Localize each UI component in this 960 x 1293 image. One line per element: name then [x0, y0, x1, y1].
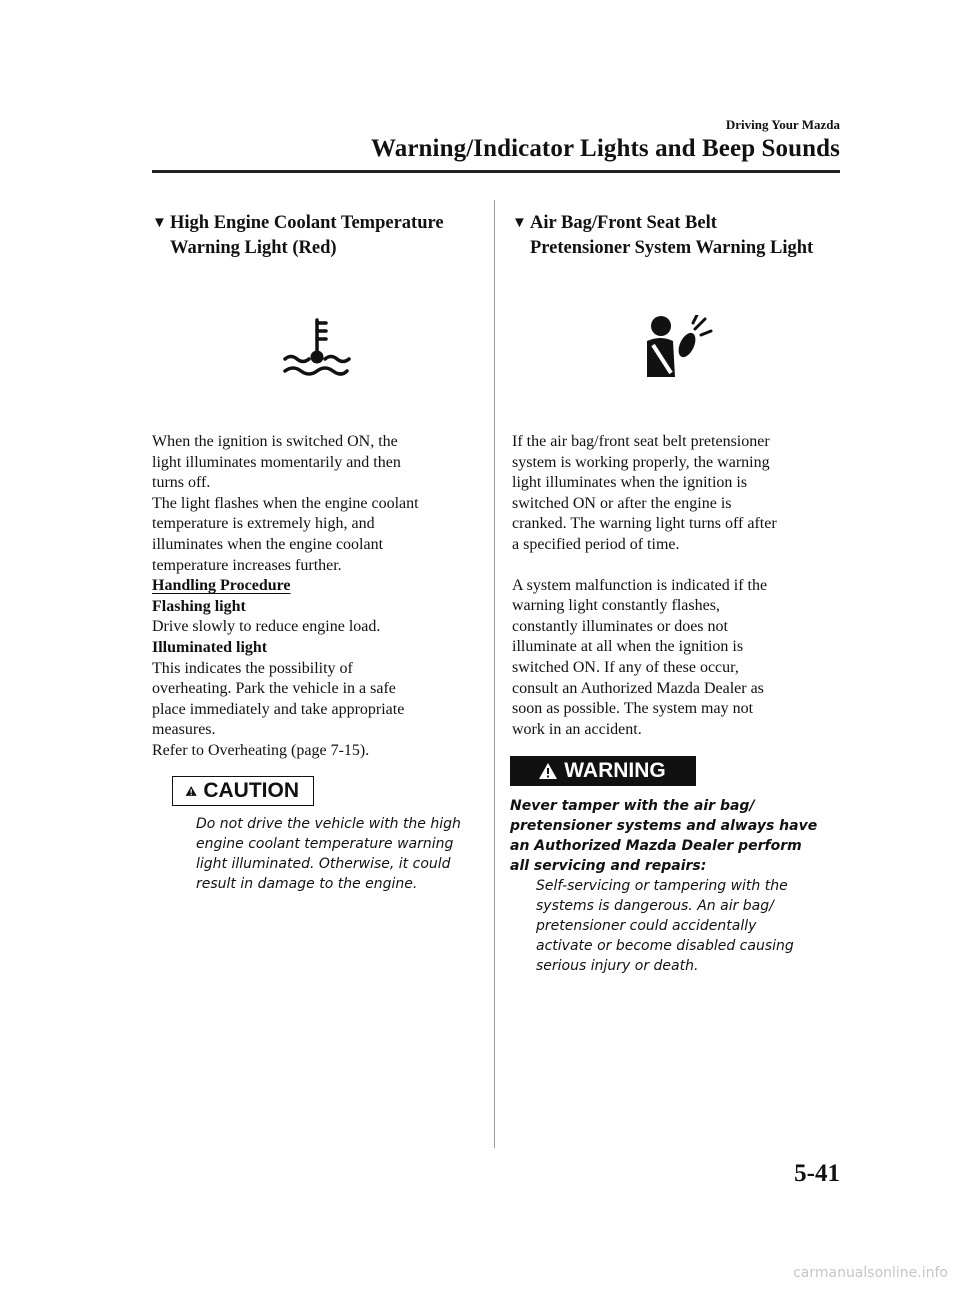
text-line: constantly illuminates or does not — [512, 617, 728, 635]
text-line: place immediately and take appropriate — [152, 700, 405, 718]
text-line: This indicates the possibility of — [152, 659, 353, 677]
caution-badge — [172, 776, 314, 806]
text-line: work in an accident. — [512, 720, 642, 738]
column-divider — [494, 200, 495, 1148]
page-title: Warning/Indicator Lights and Beep Sounds — [371, 135, 840, 162]
triangle-bullet-icon: ▼ — [152, 215, 167, 231]
coolant-body — [152, 432, 478, 762]
text-line: Never tamper with the air bag/ — [510, 798, 755, 815]
flashing-light-heading: Flashing light — [152, 597, 246, 615]
text-line: soon as possible. The system may not — [512, 700, 754, 718]
illuminated-light-heading: Illuminated light — [152, 638, 268, 656]
airbag-heading — [512, 211, 838, 261]
text-line: consult an Authorized Mazda Dealer as — [512, 679, 764, 697]
caution-label: CAUTION — [203, 778, 299, 802]
airbag-body — [512, 432, 838, 740]
text-line: Refer to Overheating (page 7-15). — [152, 741, 370, 759]
coolant-heading-line2: Warning Light (Red) — [170, 238, 337, 258]
text-line: illuminates when the engine coolant — [152, 535, 384, 553]
text-line: temperature increases further. — [152, 556, 342, 574]
text-line: Do not drive the vehicle with the high — [196, 815, 461, 832]
section-label: Driving Your Mazda — [725, 117, 840, 132]
text-line: switched ON or after the engine is — [512, 494, 732, 512]
text-line: light illuminated. Otherwise, it could — [196, 855, 451, 872]
text-line: pretensioner systems and always have — [510, 818, 818, 835]
airbag-icon-area — [512, 261, 838, 432]
text-line: Self-servicing or tampering with the — [536, 878, 788, 895]
text-line: measures. — [152, 721, 216, 739]
text-line: temperature is extremely high, and — [152, 515, 375, 533]
text-line: light illuminates when the ignition is — [512, 474, 748, 492]
coolant-section — [152, 211, 478, 894]
text-line: a specified period of time. — [512, 535, 680, 553]
text-line: When the ignition is switched ON, the — [152, 433, 398, 450]
airbag-heading-line1: Air Bag/Front Seat Belt — [530, 213, 717, 233]
warning-text — [510, 796, 838, 976]
text-line: system is working properly, the warning — [512, 453, 770, 471]
page-number: 5-41 — [794, 1160, 840, 1187]
airbag-icon — [637, 315, 713, 379]
text-line: systems is dangerous. An air bag/ — [536, 898, 774, 915]
text-line: The light flashes when the engine coolant — [152, 494, 419, 512]
text-line: cranked. The warning light turns off after — [512, 515, 777, 533]
warning-label: WARNING — [564, 759, 666, 783]
airbag-heading-line2: Pretensioner System Warning Light — [530, 238, 814, 258]
text-line: activate or become disabled causing — [536, 938, 794, 955]
text-line: overheating. Park the vehicle in a safe — [152, 680, 396, 698]
caution-text — [196, 814, 478, 894]
text-line: an Authorized Mazda Dealer perform — [510, 838, 802, 855]
text-line: all servicing and repairs: — [510, 858, 707, 875]
text-line: turns off. — [152, 474, 211, 492]
airbag-section — [512, 211, 838, 976]
warning-triangle-icon — [538, 762, 558, 780]
header-rule — [152, 170, 840, 173]
warning-box — [510, 756, 838, 976]
warning-badge — [510, 756, 696, 786]
caution-box — [172, 776, 478, 894]
text-line: If the air bag/front seat belt pretensioner — [512, 433, 770, 450]
coolant-icon-area — [152, 261, 478, 432]
text-line: illuminate at all when the ignition is — [512, 638, 744, 656]
coolant-heading-line1: High Engine Coolant Temperature — [170, 213, 444, 233]
text-line: light illuminates momentarily and then — [152, 453, 401, 471]
text-line: pretensioner could accidentally — [536, 918, 757, 935]
text-line: result in damage to the engine. — [196, 875, 418, 892]
text-line: warning light constantly flashes, — [512, 597, 720, 615]
coolant-heading — [152, 211, 478, 261]
flashing-light-text: Drive slowly to reduce engine load. — [152, 618, 381, 636]
coolant-temperature-icon — [279, 317, 351, 377]
handling-procedure-heading: Handling Procedure — [152, 577, 291, 595]
triangle-bullet-icon: ▼ — [512, 215, 527, 231]
caution-triangle-icon — [185, 782, 197, 800]
text-line: serious injury or death. — [536, 958, 699, 975]
text-line: switched ON. If any of these occur, — [512, 658, 739, 676]
text-line: A system malfunction is indicated if the — [512, 576, 768, 594]
watermark: carmanualsonline.info — [793, 1265, 948, 1281]
text-line: engine coolant temperature warning — [196, 835, 454, 852]
